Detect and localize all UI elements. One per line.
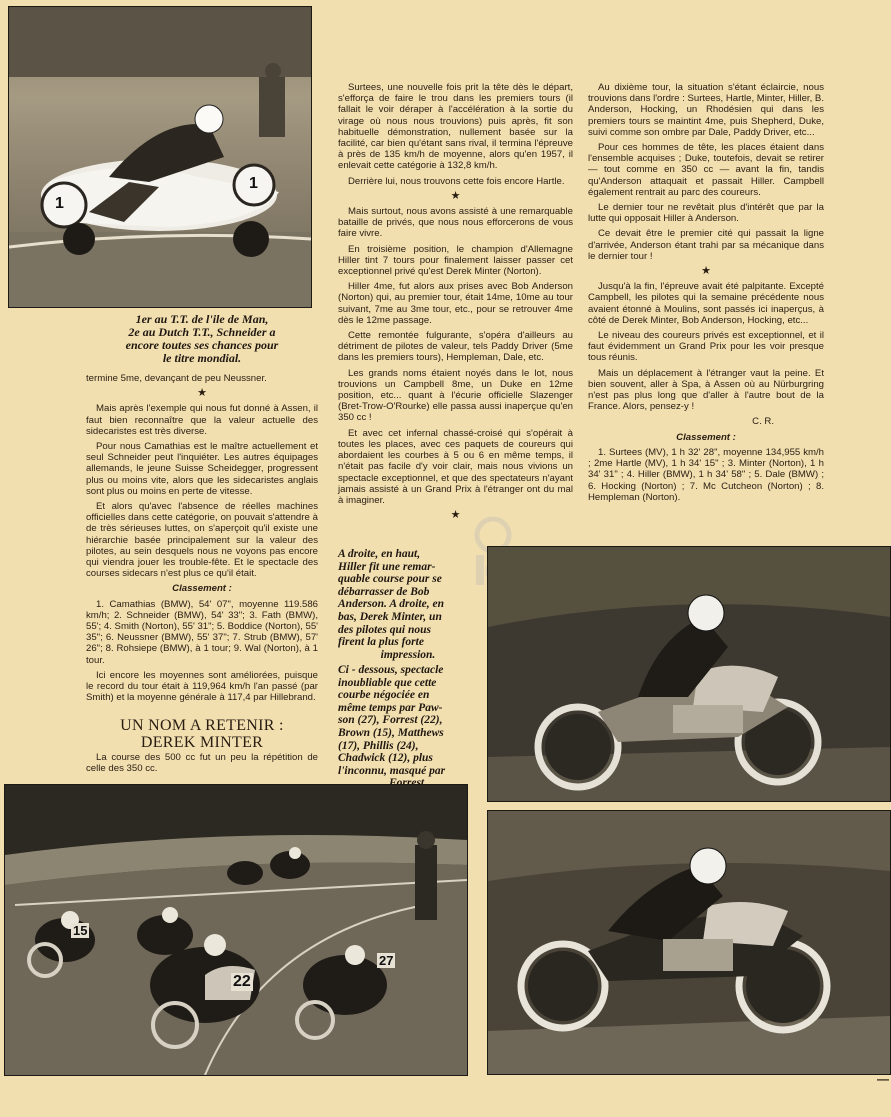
col3-p2: Pour ces hommes de tête, les places étaient dans l'ensemble acquises ; Duke, toutefois, devait se retirer — tout comme en 350 cc — avant la fin, tandis qu'Anderson attaquait et passait Hiller. Campbell également rentrait au parc des coureurs. — [588, 142, 824, 198]
col1-p3: Pour nous Camathias est le maître actuellement et seul Schneider peut l'inquiéter. Les autres équipages allemands, le jeune Suisse Scheidegger, progressent plus ou moins vite, alors que les sidecaristes anglais sont plus ou moins en perte de vitesse. — [86, 441, 318, 497]
col3-classement-title: Classement : — [676, 431, 736, 443]
column-3 — [588, 82, 824, 507]
col3-signature: C. R. — [752, 416, 774, 428]
caption-sidecar-line4: le titre mondial. — [162, 351, 242, 365]
col2-p4: En troisième position, le champion d'Allemagne Hiller tint 7 tours pour finalement laisser passer cet exceptionnel privé qu'est Derek Minter (Norton). — [338, 243, 573, 278]
caption-right-line3: quable course pour se — [338, 573, 442, 586]
col2-star-icon-1: ★ — [450, 189, 461, 202]
col1-p2: Mais après l'exemple qui nous fut donné à Assen, il faut bien reconnaître que la valeur actuelle des sidecaristes est très diverse. — [86, 403, 318, 437]
photo-curve — [4, 784, 468, 1076]
col1-p6: La course des 500 cc fut un peu la répétition de celle des 350 cc. — [86, 752, 318, 775]
col3-p3: Le dernier tour ne revêtait plus d'intérêt que par la lutte qui opposait Hiller à Anderson. — [588, 202, 824, 225]
sidecar-number-right: 1 — [249, 175, 258, 192]
caption-sidecar-line2: 2e au Dutch T.T., Schneider a — [128, 325, 276, 339]
caption-right-line5: Anderson. A droite, en — [338, 598, 444, 611]
caption-below-line1: Ci - dessous, spectacle — [338, 664, 444, 676]
caption-right-line1: A droite, en haut, — [338, 548, 421, 560]
photo-minter — [487, 810, 891, 1075]
col2-star-icon-2: ★ — [450, 509, 461, 522]
caption-right-line7: des pilotes qui nous — [338, 623, 431, 636]
col1-classement: 1. Camathias (BMW), 54' 07", moyenne 119.586 km/h; 2. Schneider (BMW), 54' 33"; 3. Fath (BMW), 55'; 4. Smith (Norton), 55' 31"; 5. Boddice (Norton), 55' 35"; 6. Neussner (BMW), 55' 37"; 7. Strub (BMW), 57' 26"; 8. Rohsiepe (BMW), à 1 tour; 9. Wal (Norton), à 1 tour. — [86, 598, 318, 666]
caption-below-line4: même temps par Paw- — [338, 701, 443, 714]
bike-number-22: 22 — [233, 973, 251, 990]
col3-star-icon: ★ — [701, 265, 711, 278]
caption-below-line6: Brown (15), Matthews — [338, 726, 444, 739]
photo-sidecar — [8, 6, 312, 308]
bike-number-27: 27 — [379, 953, 394, 968]
caption-right-bottom — [338, 664, 478, 790]
col2-p3: Mais surtout, nous avons assisté à une remarquable bataille de privés, que nous nous efforcerons de vous faire vivre. — [338, 206, 573, 240]
col3-p6: Le niveau des coureurs privés est exceptionnel, et il faut évidemment un Grand Prix pour les voir presque tous réunis. — [588, 330, 824, 364]
col3-p7: Mais un déplacement à l'étranger vaut la peine. Et bien souvent, aller à Spa, à Assen où au Nürburgring n'est pas plus long que d'aller à l'autre bout de la France. Alors, pensez-y ! — [588, 367, 824, 413]
col2-p2: Derrière lui, nous trouvons cette fois encore Hartle. — [348, 175, 565, 187]
col1-star-icon: ★ — [197, 387, 207, 400]
col2-p1: Surtees, une nouvelle fois prit la tête dès le départ, s'efforça de faire le trou dans les premiers tours (il fallait le voir déraper à l'accélération à la sortie du virage où nous nous trouvions) puis après, fit son habituelle démonstration, nullement basée sur la facilité, car bien qu'étant sans rival, il termina l'épreuve à près de 135 km/h de moyenne, alors qu'en 1957, il enlevait cette catégorie à 132,8 km/h. — [338, 82, 573, 172]
caption-sidecar-line1: 1er au T.T. de l'ile de Man, — [135, 312, 269, 326]
minter-illustration — [488, 811, 890, 1074]
sidecar-illustration — [9, 7, 311, 307]
caption-sidecar-line3: encore toutes ses chances pour — [125, 338, 279, 352]
col2-p8: Et avec cet infernal chassé-croisé qui s'opérait à toutes les places, avec ces paquets de coureurs qui abordaient les courbes à 5 ou 6 en même temps, il n'était pas facile d'y voir clair, mais nous vivions un spectacle exceptionnel, et que des spectateurs n'ayant jamais assisté à un Grand Prix à l'étranger ont du mal à imaginer. — [338, 427, 573, 506]
caption-below-line3: courbe négociée en — [338, 689, 430, 702]
caption-right-line6: bas, Derek Minter, un — [338, 610, 442, 623]
col1-p5: Ici encore les moyennes sont améliorées, puisque le record du tour était à 119,964 km/h l'an passé (par Smith) et la moyenne générale à 117,4 par Hillebrand. — [86, 669, 318, 704]
col3-p1: Au dixième tour, la situation s'étant éclaircie, nous trouvions dans l'ordre : Surtees, Hartle, Minter, Hiller, B. Anderson, Hocking, un Rhodésien qui dans les premiers tours se maintint 4me, puis Shepherd, Duke, suivi comme son ombre par Dale, Paddy Driver, etc... — [588, 82, 824, 138]
column-2 — [338, 82, 573, 525]
caption-right-line4: débarrasser de Bob — [338, 585, 430, 598]
caption-right-line8: firent la plus forte — [338, 636, 424, 649]
section-heading — [86, 717, 318, 751]
caption-below-line8: Chadwick (12), plus — [338, 752, 433, 765]
col1-p1: termine 5me, devançant de peu Neussner. — [86, 373, 267, 384]
caption-sidecar — [96, 313, 308, 365]
photo-hiller — [487, 546, 891, 802]
col2-p5: Hiller 4me, fut alors aux prises avec Bob Anderson (Norton) qui, au premier tour, était 14me, 10me au tour suivant, 7me au 3me tour, etc., pour se retrouver 4me dès le 12me passage. — [338, 281, 573, 326]
col1-classement-title: Classement : — [172, 583, 232, 595]
col3-classement: 1. Surtees (MV), 1 h 32' 28", moyenne 134,955 km/h ; 2me Hartle (MV), 1 h 34' 15" ; 3. Minter (Norton), 1 h 34' 31" ; 4. Hiller (BMW), 1 h 34' 58" ; 5. Dale (BMW) ; 6. Hocking (Norton) ; 7. Mc Cutcheon (Norton) ; 8. Hempleman (Norton). — [588, 446, 824, 503]
col2-p7: Les grands noms étaient noyés dans le lot, nous trouvions un Campbell 8me, un Duke en 12me position, etc... quant à l'écurie officielle Slazenger (Bret-Trow-O'Rourke) elle passa aussi inaperçue qu'en 350 cc ! — [338, 367, 573, 424]
caption-below-line2: inoubliable que cette — [338, 676, 437, 689]
col2-p6: Cette remontée fulgurante, s'opéra d'ailleurs au détriment de pilotes de valeur, tels Paddy Driver (5me dans les premiers tours), Hempleman, Dale, etc. — [338, 330, 573, 364]
heading-line2: DEREK MINTER — [140, 734, 264, 751]
column-1 — [86, 373, 318, 707]
col1-p4: Et alors qu'avec l'absence de réelles machines officielles dans cette catégorie, on pouvait s'attendre à de très sérieuses luttes, on s'aperçoit qu'il existe une hiérarchie basée principalement sur la valeur des pilotes, au sein desquels nous ne voyons pas encore qui viendra jouer les trouble-fête. Et le spectacle des courses sidecars n'est plus ce qu'il était. — [86, 501, 318, 580]
col3-p4: Ce devait être le premier cité qui passait la ligne d'arrivée, Anderson étant trahi par sa mécanique dans le dernier tour ! — [588, 228, 824, 262]
heading-line1: UN NOM A RETENIR : — [120, 717, 284, 734]
caption-right-top — [338, 548, 478, 661]
hiller-illustration — [488, 547, 890, 801]
bike-number-15: 15 — [73, 923, 88, 938]
caption-right-line9: impression. — [380, 648, 436, 661]
col3-p5: Jusqu'à la fin, l'épreuve avait été palpitante. Excepté Campbell, les pilotes qui la semaine précédente nous avaient étonné à Moulins, sont passés ici inaperçus, à côté de Derek Minter, Bob Anderson, Hocking, etc... — [588, 281, 824, 326]
column-1-end — [86, 752, 318, 778]
caption-below-line5: son (27), Forrest (22), — [338, 714, 443, 727]
caption-below-line9: l'inconnu, masqué par — [338, 764, 446, 777]
sidecar-number-left: 1 — [55, 195, 64, 212]
caption-right-line2: Hiller fit une remar- — [338, 560, 436, 573]
page-number: — — [877, 1072, 889, 1086]
caption-below-line7: (17), Phillis (24), — [338, 739, 419, 752]
